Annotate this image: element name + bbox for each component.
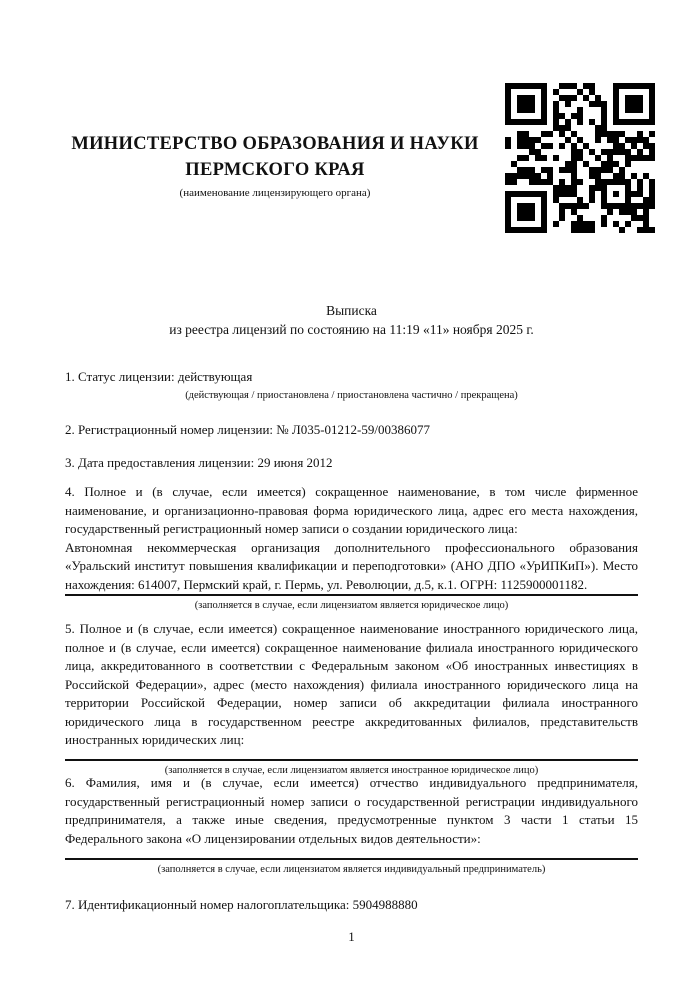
legal-entity-fill-line [65,594,638,596]
legal-entity-clause: 4. Полное и (в случае, если имеется) сокращенное наименование, в том числе фирменное наименование, и организационно-правовая форма юридического лица, адрес его места нахождения, государственный регистрационный номер записи о создании юридического лица: [65,484,638,536]
section-registration-number [65,421,638,440]
license-status-text: 1. Статус лицензии: действующая [65,369,253,384]
ministry-name-line2: ПЕРМСКОГО КРАЯ [185,160,365,180]
legal-entity-caption: (заполняется в случае, если лицензиатом является юридическое лицо) [194,600,509,611]
license-status-caption: (действующая / приостановлена / приостановлена частично / прекращена) [185,389,518,401]
foreign-entity-caption: (заполняется в случае, если лицензиатом является иностранное юридическое лицо) [164,764,539,776]
foreign-entity-clause: 5. Полное и (в случае, если имеется) сокращенное наименование иностранного юридического лица, полное и (в случае, если имеется) сокращенное наименование филиала иностранного юридического лица, аккредитованного в соответствии с Федеральным законом «Об иностранных инвестициях в Российской Федерации», адрес (место нахождения) филиала иностранного юридического лица на территории Российской Федерации, номер записи об аккредитации филиала иностранного юридического лица в государственном реестре аккредитованных филиалов, представительств иностранных юридических лиц: [65,621,638,747]
qr-code-icon [505,83,655,233]
section-foreign-entity [65,620,638,777]
grant-date-text: 3. Дата предоставления лицензии: 29 июня 2012 [65,455,333,470]
document-title-line2: из реестра лицензий по состоянию на 11:19 «11» ноября 2025 г. [169,322,534,337]
section-legal-entity [65,483,638,612]
legal-entity-value: Автономная некоммерческая организация дополнительного профессионального образования «Уральский институт повышения квалификации и переподготовки» (АНО ДПО «УрИПКиП»). Место нахождения: 614007, Пермский край, г. Пермь, ул. Революции, д.5, к.1. ОГРН: 1125900001182. [65,539,638,592]
section-license-status [65,368,638,402]
foreign-entity-fill-line [65,759,638,761]
document-title [65,301,638,339]
taxpayer-id-text: 7. Идентификационный номер налогоплательщика: 5904988880 [65,897,418,912]
section-taxpayer-id [65,896,638,915]
page-number: 1 [348,929,355,944]
entrepreneur-clause: 6. Фамилия, имя и (в случае, если имеется) отчество индивидуального предпринимателя, государственный регистрационный номер записи о государственной регистрации индивидуального предпринимателя, а также иные сведения, предусмотренные пунктом 3 части 1 статьи 15 Федерального закона «О лицензировании отдельных видов деятельности»: [65,775,638,846]
entrepreneur-caption: (заполняется в случае, если лицензиатом является индивидуальный предприниматель) [157,864,546,875]
section-entrepreneur [65,774,638,876]
licensing-authority-header [65,131,485,200]
entrepreneur-fill-line [65,858,638,860]
document-title-line1: Выписка [326,303,377,318]
registration-number-text: 2. Регистрационный номер лицензии: № Л035-01212-59/00386077 [65,422,431,437]
section-grant-date [65,454,638,473]
ministry-name-line1: МИНИСТЕРСТВО ОБРАЗОВАНИЯ И НАУКИ [71,134,479,154]
licensing-authority-caption: (наименование лицензирующего органа) [179,187,371,199]
